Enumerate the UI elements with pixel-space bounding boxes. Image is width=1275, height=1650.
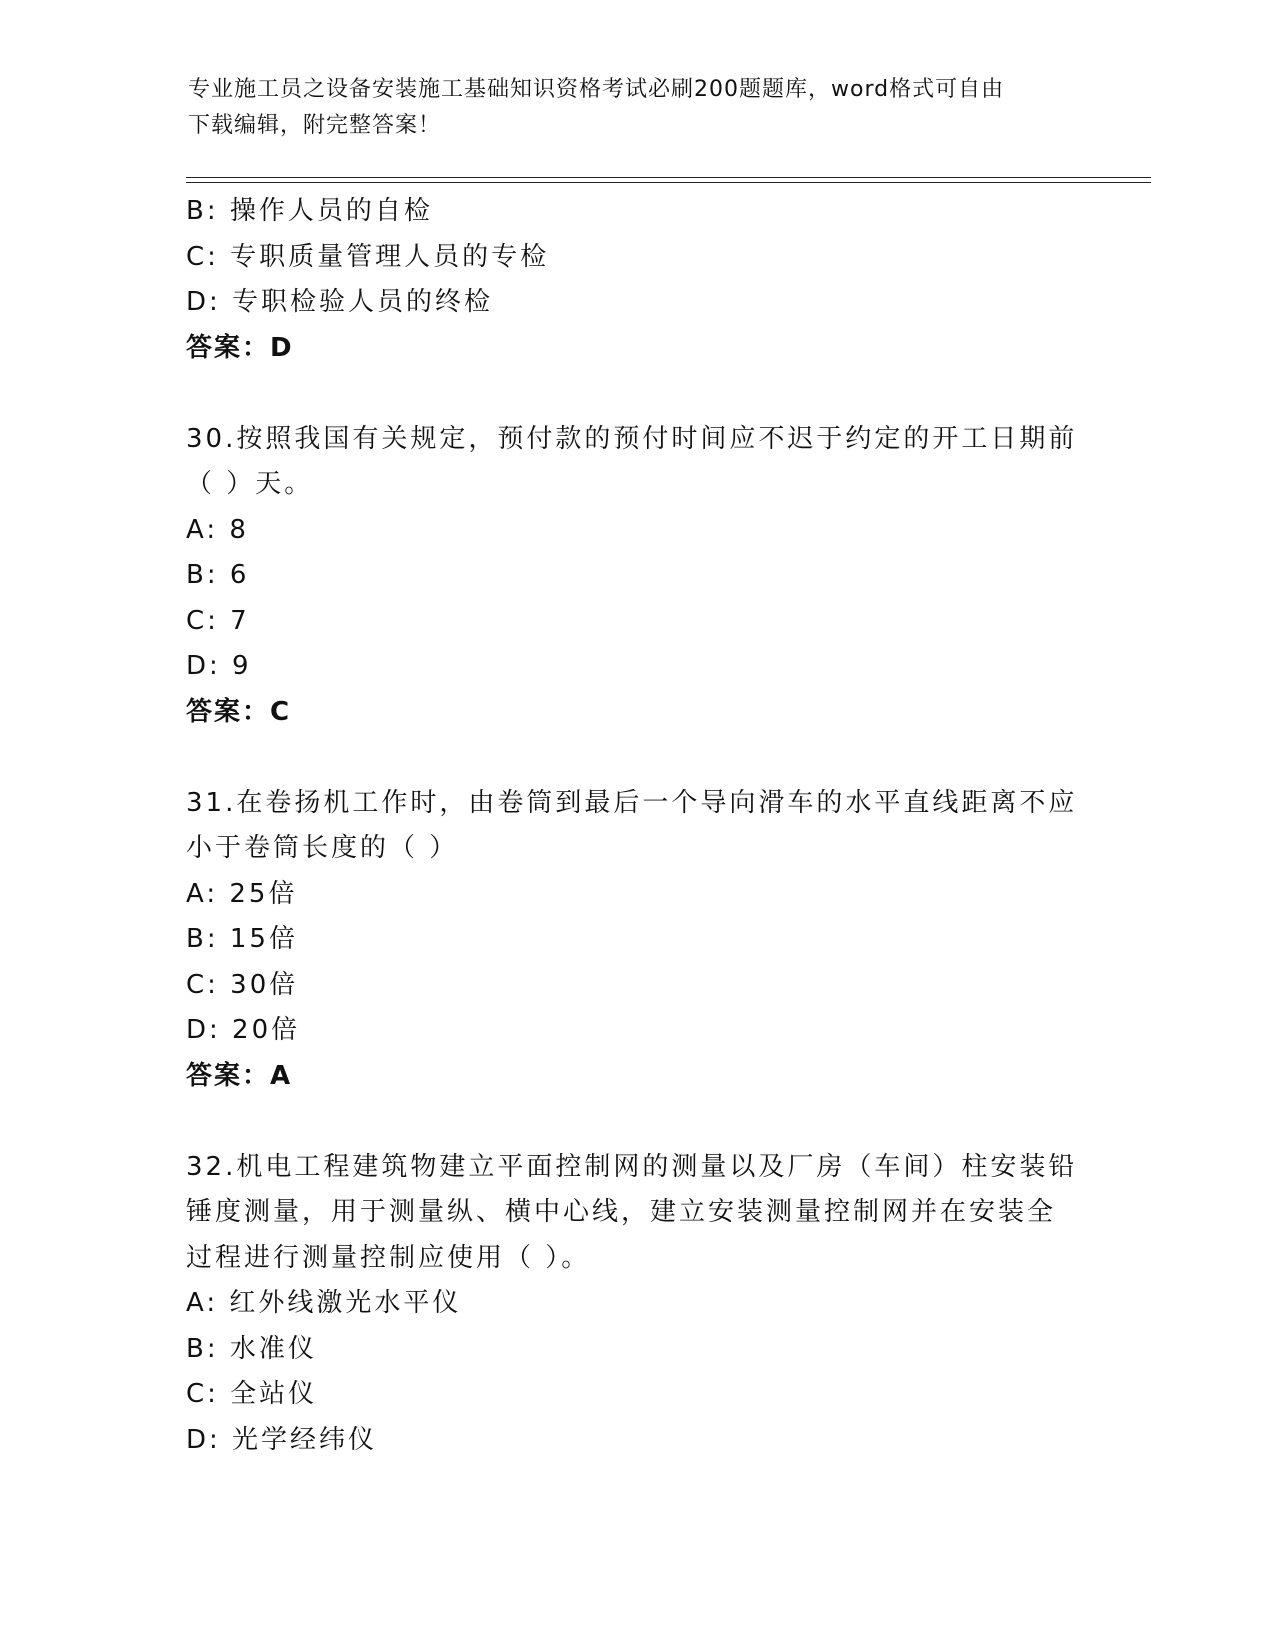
question-29-continued — [186, 189, 1086, 371]
question-stem-line: 32.机电工程建筑物建立平面控制网的测量以及厂房（车间）柱安装铅 — [186, 1151, 1078, 1182]
option-c: C: 7 — [186, 605, 250, 636]
header-line-2: 下载编辑，附完整答案！ — [188, 113, 442, 138]
header-divider-top — [186, 177, 1151, 178]
spacer — [186, 1099, 1086, 1145]
option-b: B: 6 — [186, 560, 250, 590]
question-stem-line: 30.按照我国有关规定，预付款的预付时间应不迟于约定的开工日期前 — [186, 423, 1078, 454]
answer-line: 答案：D — [186, 332, 294, 363]
answer-line: 答案：C — [186, 696, 292, 727]
answer-line: 答案：A — [186, 1060, 293, 1091]
document-header — [188, 72, 1068, 144]
option-b: B: 水准仪 — [186, 1333, 317, 1364]
question-stem-line: 过程进行测量控制应使用（ ）。 — [186, 1242, 591, 1273]
question-stem-line: （ ）天。 — [186, 469, 314, 499]
question-32 — [186, 1145, 1086, 1464]
header-divider-bottom — [186, 182, 1151, 183]
option-c: C: 专职质量管理人员的专检 — [186, 241, 550, 272]
question-stem-line: 锤度测量，用于测量纵、横中心线，建立安装测量控制网并在安装全 — [186, 1197, 1057, 1227]
spacer — [186, 735, 1086, 781]
question-31 — [186, 781, 1086, 1100]
option-a: A: 25倍 — [186, 878, 298, 909]
question-stem-line: 31.在卷扬机工作时，由卷筒到最后一个导向滑车的水平直线距离不应 — [186, 787, 1078, 818]
spacer — [186, 371, 1086, 417]
option-d: D: 9 — [186, 651, 252, 681]
option-a: A: 8 — [186, 514, 249, 545]
option-d: D: 光学经纬仪 — [186, 1424, 378, 1455]
option-b: B: 操作人员的自检 — [186, 196, 433, 226]
question-list — [186, 189, 1086, 1463]
question-30 — [186, 417, 1086, 736]
question-stem-line: 小于卷筒长度的（ ） — [186, 833, 459, 863]
option-d: D: 专职检验人员的终检 — [186, 287, 494, 317]
option-a: A: 红外线激光水平仪 — [186, 1288, 462, 1318]
option-d: D: 20倍 — [186, 1015, 301, 1045]
option-c: C: 全站仪 — [186, 1379, 318, 1409]
option-c: C: 30倍 — [186, 969, 299, 1000]
header-line-1: 专业施工员之设备安装施工基础知识资格考试必刷200题题库，word格式可自由 — [188, 77, 1005, 102]
option-b: B: 15倍 — [186, 924, 298, 954]
